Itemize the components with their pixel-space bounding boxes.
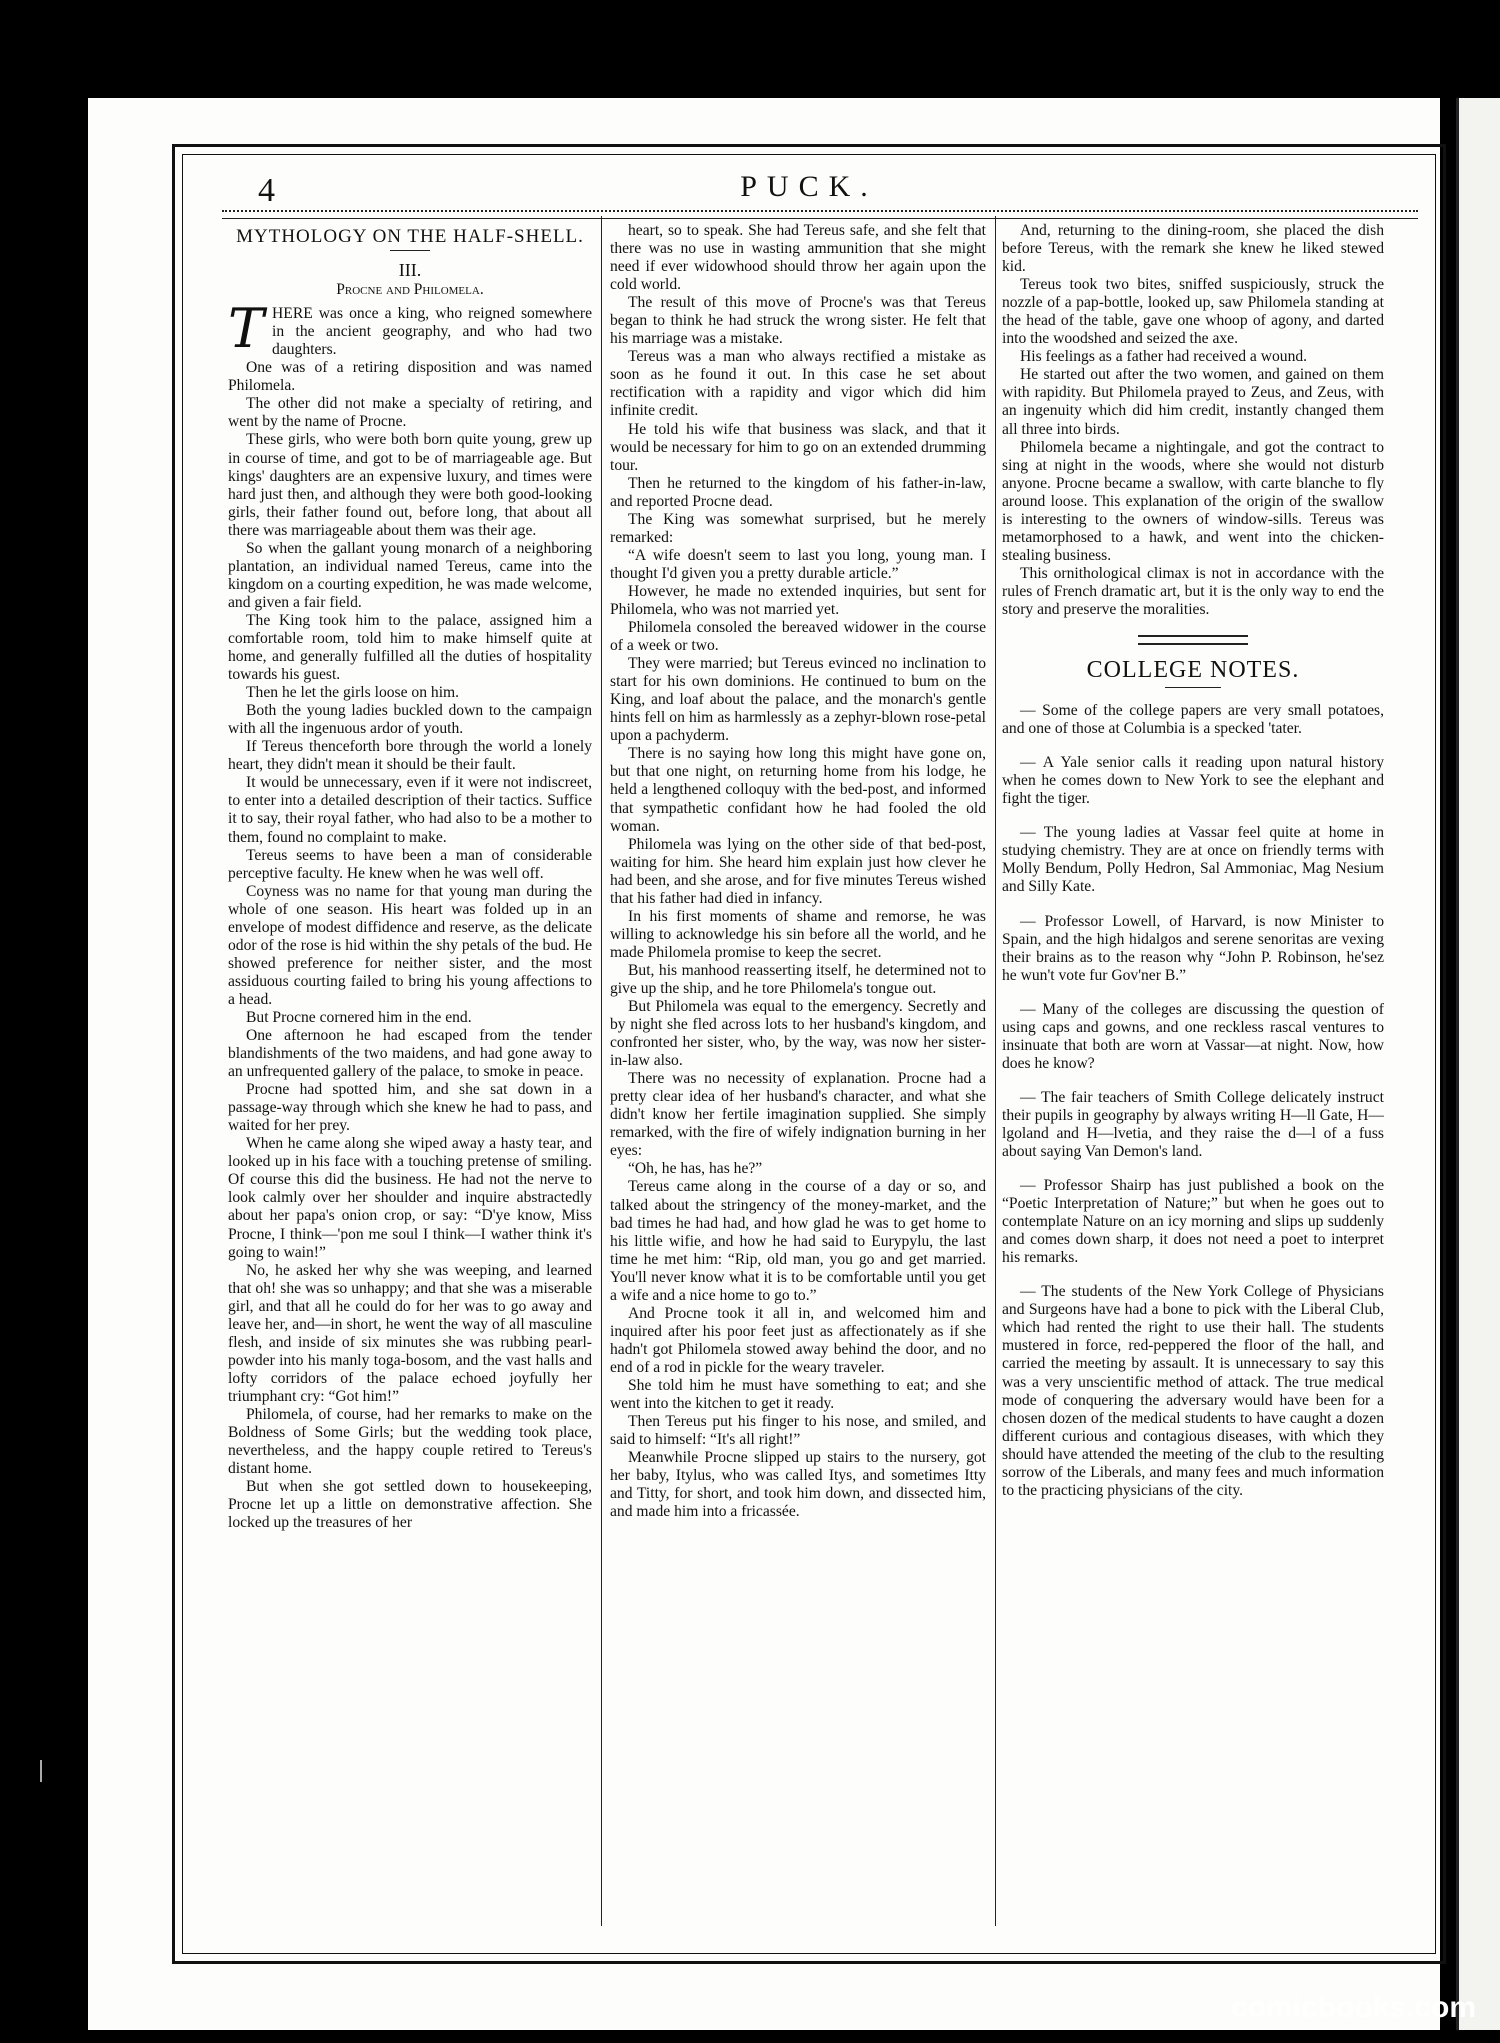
paragraph: One was of a retiring disposition and was named Philomela. [228, 359, 592, 395]
paragraph: The King took him to the palace, assigned him a comfortable room, told him to make himself quite at home, and generally fulfilled all the duties of hospitality towards his guest. [228, 611, 592, 684]
paragraph: “A wife doesn't seem to last you long, young man. I thought I'd given you a pretty durable article.” [610, 546, 986, 582]
column-1 [228, 222, 592, 1922]
college-notes-title: COLLEGE NOTES. [1086, 657, 1300, 684]
article-title: MYTHOLOGY ON THE HALF-SHELL. [236, 226, 584, 247]
paragraph: He started out after the two women, and gained on them with rapidity. But Philomela prayed to Zeus, and Zeus, with an ingenuity which did him credit, instantly changed them all three into birds. [1002, 366, 1384, 438]
paragraph: These girls, who were both born quite young, grew up in course of time, and got to be of marriageable age. But kings' daughters are an expensive luxury, and times were hard just then, and although they were both good-looking girls, their father found out, before long, that about all there was marriageable about them was their age. [228, 431, 592, 539]
college-note: — Some of the college papers are very small potatoes, and one of those at Columbia is a specked 'tater. [1002, 702, 1384, 738]
first-paragraph-text: HERE was once a king, who reigned somewhere in the ancient geography, and who had two daughters. [272, 305, 592, 359]
paragraph: His feelings as a father had received a wound. [1020, 348, 1308, 366]
college-note: — The students of the New York College of Physicians and Surgeons have had a bone to pick with the Liberal Club, which had rented the right to use their hall. The students mustered in force, red-peppered the floor of the hall, and carried the meeting by assault. It is unnecessary to say this was a very unscientific method of attack. The true medical mode of conquering the adversary would have been for a chosen dozen of the medical students to have caught a dozen different curious and contagious diseases, with which they should have attended the meeting of the club to the resulting sorrow of the Liberals, and many fees and much information to the practicing physicians of the city. [1002, 1283, 1384, 1499]
paragraph: Then Tereus put his finger to his nose, and smiled, and said to himself: “It's all right!” [610, 1413, 986, 1449]
paragraph: And, returning to the dining-room, she placed the dish before Tereus, with the remark she knew he liked stewed kid. [1002, 222, 1384, 276]
paragraph: This ornithological climax is not in accordance with the rules of French dramatic art, but it is the only way to end the story and preserve the moralities. [1002, 564, 1384, 618]
paragraph: Philomela, of course, had her remarks to make on the Boldness of Some Girls; but the wedding took place, nevertheless, and the happy couple retired to Tereus's distant home. [228, 1406, 592, 1478]
paragraph: In his first moments of shame and remorse, he was willing to acknowledge his sin before all the world, and he made Philomela promise to keep the secret. [610, 907, 986, 961]
paragraph: The result of this move of Procne's was that Tereus began to think he had struck the wrong sister. He felt that his marriage was a mistake. [610, 294, 986, 348]
paragraph: When he came along she wiped away a hasty tear, and looked up in his face with a touching pretense of smiling. Of course this did the business. He had not the nerve to look calmly over her shoulder and inquire abstractedly about her papa's onion crop, or say: “D'ye know, Miss Procne, I think—'pon me soul I think—I wather think it's going to wain!” [228, 1135, 592, 1261]
paragraph: Philomela became a nightingale, and got the contract to sing at night in the woods, where she would not disturb anyone. Procne became a swallow, with carte blanche to fly around loose. This explanation of the origin of the swallow is interesting to the owners of window-sills. Tereus was metamorphosed to a hawk, and went into the chicken-stealing business. [1002, 438, 1384, 564]
paragraph: She told him he must have something to eat; and she went into the kitchen to get it ready. [610, 1377, 986, 1413]
column-1-body [228, 359, 592, 1532]
article-subtitle: Procne and Philomela. [336, 281, 484, 299]
paragraph: Tereus came along in the course of a day or so, and talked about the stringency of the money-market, and the bad times he had had, and how glad he was to get home to his little wifie, and how he had said to Eurypylu, the last time he met him: “Rip, old man, you go and get married. You'll never know what it is to be comfortable until you get a wife and a nice home to go to.” [610, 1178, 986, 1304]
paragraph: Tereus seems to have been a man of considerable perceptive faculty. He knew when he was well off. [228, 846, 592, 882]
college-note: — The fair teachers of Smith College delicately instruct their pupils in geography by always writing H—ll Gate, H—lgoland and H—lvetia, and they raise the d—l of a fuss about saying Van Demon's land. [1002, 1088, 1384, 1161]
page-number: 4 [258, 172, 275, 209]
paragraph: “Oh, he has, has he?” [628, 1160, 763, 1178]
paragraph: However, he made no extended inquiries, but sent for Philomela, who was not married yet. [610, 582, 986, 618]
paragraph: He told his wife that business was slack, and that it would be necessary for him to go on an extended drumming tour. [610, 420, 986, 474]
header-rule [222, 210, 1418, 219]
paragraph: But when she got settled down to housekeeping, Procne let up a little on demonstrative affection. She locked up the treasures of her [228, 1478, 592, 1532]
section-separator [1138, 635, 1248, 645]
drop-cap: T [228, 297, 265, 361]
college-note: — The young ladies at Vassar feel quite at home in studying chemistry. They are at once on friendly terms with Molly Bendum, Polly Hedron, Sal Ammoniac, Mag Nesium and Silly Kate. [1002, 824, 1384, 896]
page-header [196, 168, 1422, 208]
binding-mark [40, 1760, 42, 1782]
paragraph: There is no saying how long this might have gone on, but that one night, on returning home from his lodge, he held a lengthened colloquy with the bed-post, and informed that sympathetic confidant how he had fooled the old woman. [610, 745, 986, 835]
paragraph: Procne had spotted him, and she sat down in a passage-way through which she knew he had to pass, and waited for her prey. [228, 1081, 592, 1135]
college-notes-list [1002, 702, 1384, 1500]
adjacent-page [1456, 98, 1500, 2030]
paragraph: No, he asked her why she was weeping, and learned that oh! she was so unhappy; and that she was a miserable girl, and that all he could do for her was to go away and leave her, and—in short, he went the way of all masculine flesh, and inside of six minutes she was rubbing pearl-powder into his manly toga-bosom, and the vast halls and lofty corridors of the palace echoed joyfully her triumphant cry: “Got him!” [228, 1261, 592, 1405]
paragraph: heart, so to speak. She had Tereus safe, and she felt that there was no use in wasting ammunition that she might need if ever widowhood should throw her again upon the cold world. [610, 222, 986, 294]
paragraph: They were married; but Tereus evinced no inclination to start for his own dominions. He continued to bum on the King, and loaf about the palace, and the monarch's gentle hints fell on him as harmlessly as a zephyr-blown rose-petal upon a pachyderm. [610, 655, 986, 745]
paragraph: Philomela consoled the bereaved widower in the course of a week or two. [610, 619, 986, 655]
article-part-number: III. [398, 260, 422, 281]
paragraph: Then he returned to the kingdom of his father-in-law, and reported Procne dead. [610, 474, 986, 510]
paragraph: It would be unnecessary, even if it were not indiscreet, to enter into a detailed description of their tactics. Suffice it to say, their royal father, who had also to be a mother to them, found no complaint to make. [228, 774, 592, 846]
column-2 [610, 222, 986, 1922]
column-2-body [610, 222, 986, 1521]
paragraph: The King was somewhat surprised, but he merely remarked: [610, 510, 986, 546]
paragraph: Tereus was a man who always rectified a mistake as soon as he found it out. In this case he set about rectification with a rapidity and vigor which did him infinite credit. [610, 348, 986, 420]
watermark-text: comicbooks.com [1230, 1991, 1476, 2024]
paragraph: And Procne took it all in, and welcomed him and inquired after his poor feet just as affectionately as if she hadn't got Philomela stowed away behind the door, and no end of a rod in pickle for the weary traveler. [610, 1304, 986, 1376]
paragraph: Philomela was lying on the other side of that bed-post, waiting for him. She heard him explain just how clever he had been, and she arose, and for five minutes Tereus wished that his father had died in infancy. [610, 835, 986, 907]
paragraph: One afternoon he had escaped from the tender blandishments of the two maidens, and had gone away to an unfrequented gallery of the palace, to smoke in peace. [228, 1027, 592, 1081]
college-note: — Professor Lowell, of Harvard, is now Minister to Spain, and the high hidalgos and serene senoritas are vexing their brains as to the reason why “John P. Robinson, he'sez he wun't vote fur Gov'ner B.” [1002, 912, 1384, 984]
title-rule [390, 250, 430, 251]
column-rule [995, 216, 996, 1926]
adjacent-page-edge [1440, 98, 1500, 2030]
paragraph: There was no necessity of explanation. Procne had a pretty clear idea of her husband's character, and what she didn't know her fertile imagination supplied. She simply remarked, with the fire of wifely indignation burning in her eyes: [610, 1070, 986, 1160]
column-3 [1002, 222, 1384, 1922]
article-first-paragraph [228, 297, 592, 361]
paragraph: The other did not make a specialty of retiring, and went by the name of Procne. [228, 395, 592, 431]
college-note: — Many of the colleges are discussing the question of using caps and gowns, and one reckless rascal ventures to insinuate that both are worn at Vassar—at night. Now, how does he know? [1002, 1000, 1384, 1072]
paragraph: If Tereus thenceforth bore through the world a lonely heart, they didn't mean it should be their fault. [228, 738, 592, 774]
masthead-title: PUCK. [740, 170, 878, 203]
column-3-body [1002, 222, 1384, 619]
title-rule [1165, 687, 1221, 688]
paragraph: But, his manhood reasserting itself, he determined not to give up the ship, and he tore Philomela's tongue out. [610, 961, 986, 997]
paragraph: Meanwhile Procne slipped up stairs to the nursery, got her baby, Itylus, who was called Itys, and sometimes Itty and Titty, for short, and took him down, and dissected him, and made him into a fricassée. [610, 1449, 986, 1521]
paragraph: Then he let the girls loose on him. [246, 684, 460, 702]
college-note: — A Yale senior calls it reading upon natural history when he comes down to New York to see the elephant and fight the tiger. [1002, 754, 1384, 808]
paragraph: But Philomela was equal to the emergency. Secretly and by night she fled across lots to her husband's kingdom, and confronted her sister, who, by the way, was now her sister-in-law also. [610, 998, 986, 1070]
paragraph: Both the young ladies buckled down to the campaign with all the ingenuous ardor of youth. [228, 702, 592, 738]
column-rule [601, 216, 602, 1926]
paragraph: Coyness was no name for that young man during the whole of one season. His heart was folded up in an envelope of modest diffidence and reserve, as the delicate odor of the rose is hid within the shy petals of the bud. He showed preference for neither sister, and the most assiduous courting failed to bring his young affections to a head. [228, 882, 592, 1008]
paragraph: Tereus took two bites, sniffed suspiciously, struck the nozzle of a pap-bottle, looked up, saw Philomela standing at the head of the table, gave one whoop of agony, and darted into the woodshed and seized the axe. [1002, 276, 1384, 348]
college-note: — Professor Shairp has just published a book on the “Poetic Interpretation of Nature;” but when he goes out to contemplate Nature on an icy morning and slips up suddenly and comes down sharp, it does not need a poet to interpret his remarks. [1002, 1177, 1384, 1267]
paragraph: So when the gallant young monarch of a neighboring plantation, an individual named Tereus, came into the kingdom on a courting expedition, he was made welcome, and given a fair field. [228, 539, 592, 611]
paragraph: But Procne cornered him in the end. [246, 1008, 472, 1026]
